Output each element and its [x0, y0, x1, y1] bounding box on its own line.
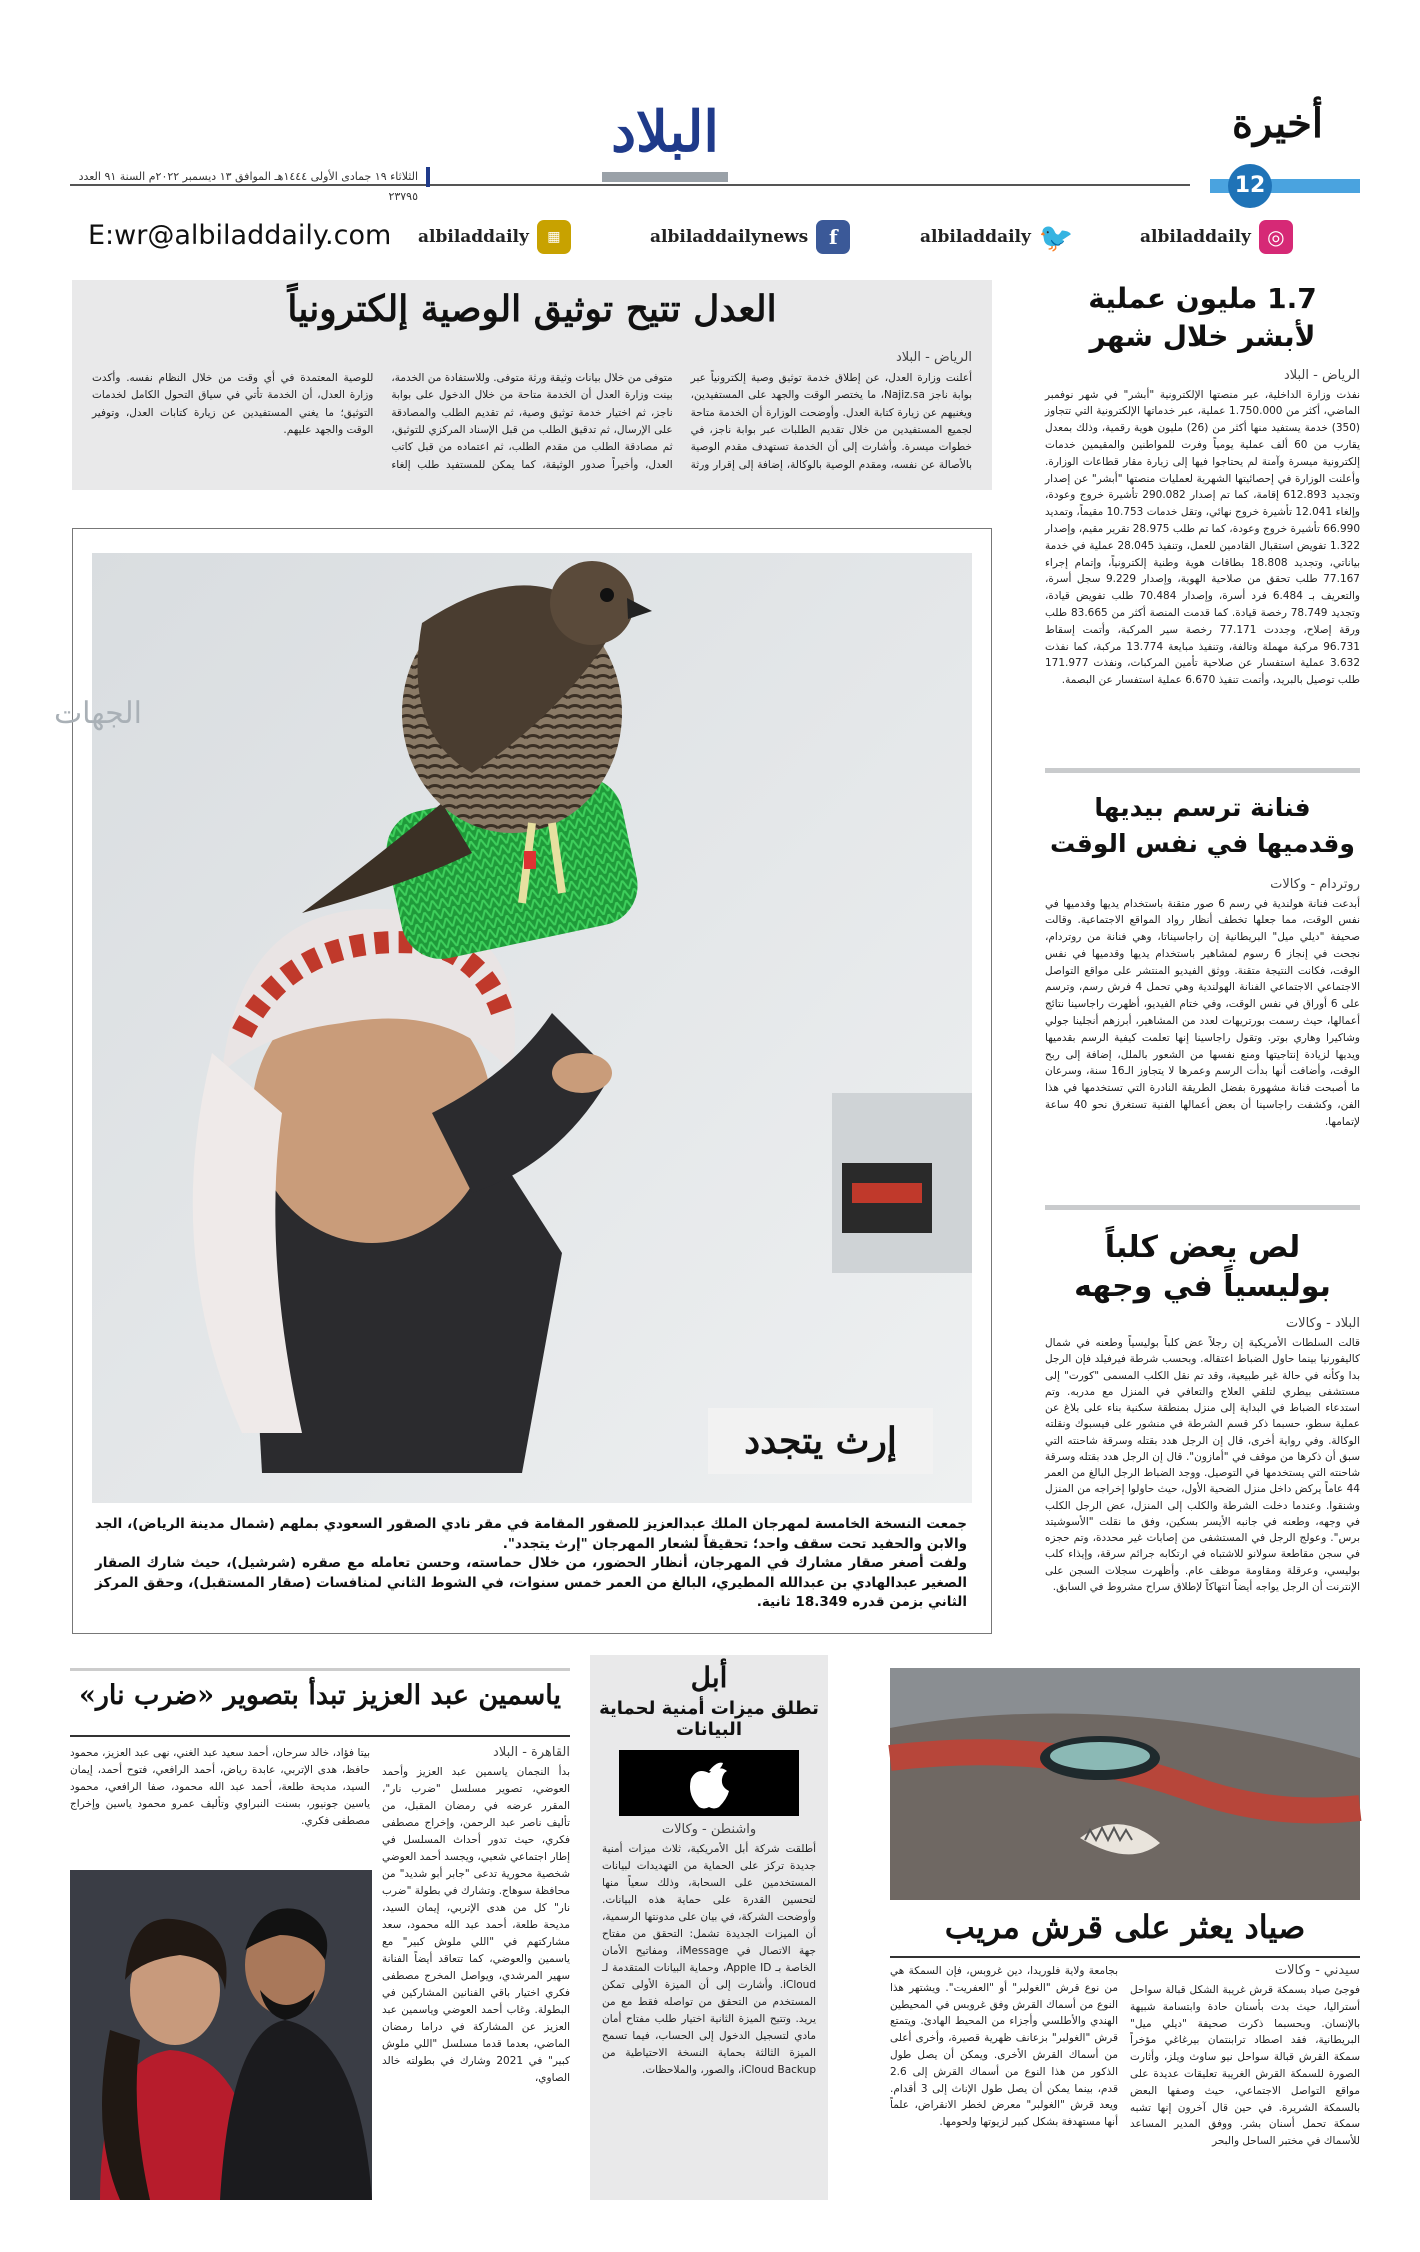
shark-body-1: فوجئ صياد بسمكة قرش غريبة الشكل قبالة سواحل أستراليا، حيث بدت بأسنان حادة وابتسامة شبيهة بالإنسان. وبحسبما ذكرت صحيفة "ديلي ميل" البريطانية، فقد اصطاد ترابنتمان بيرغاغي مؤخراً سمكة القرش قبالة سواحل نيو ساوث ويلز، وأثارت الصورة للسمكة القرش الغريبة تعليقات عديدة على مواقع التواصل الاجتماعي، حيث وصفها البعض بالسمكة الشريرة. في حين قال آخرون إنها تشبه سمكة تحمل أسنان بشر. ووفق المدير المساعد للأسماك في مختبر الساحل والبحر — [1130, 1984, 1360, 2148]
date-line: الثلاثاء ١٩ جمادى الأولى ١٤٤٤هـ الموافق ١٣ ديسمبر ٢٠٢٢م السنة ٩١ العدد ٢٣٧٩٥ — [70, 167, 430, 187]
artist-body: أبدعت فنانة هولندية في رسم 6 صور متقنة باستخدام يديها وقدميها في نفس الوقت، مما جعلها تخطف أنظار رواد المواقع الاجتماعية. وقالت صحيفة "ديلي ميل" البريطانية إن راجاسيناتا، وهي فنانة من روتردام، نجحت في إنجاز 6 رسوم لمشاهير باستخدام يديها وقدميها في نفس الوقت، فكانت النتيجة متقنة. ووثق الفيديو المنتشر على مواقع التواصل الاجتماعي الاجتماعي الفنانة الهولندية وهي تحمل 4 فرش رسم، وترسم على 6 أوراق في نفس الوقت، وفي ختام الفيديو، أظهرت راجاسينا نتائج أعمالها، حيث رسمت بورتريهات لعدد من المشاهير، أبرزهم أنجلينا جولي وشاكيرا وهاري بوتر. وتقول راجاسينا إنها تعلمت كيفية الرسم بقدميها ويديها لزيادة إنتاجيتها ومنع نفسها من الشعور بالملل، إضافة إلى ربح الوقت، وأضافت أنها بدأت الرسم وعمرها لا يتجاوز الـ16 سنة، وسرعان ما أصبحت فنانة مشهورة بفضل الطريقة النادرة التي تستخدمها في هذا الفن، وكشفت راجاسينا أن بعض أعمالها الفنية تستغرق نحو 40 ساعة لإتمامها. — [1045, 897, 1361, 1128]
yasmin-body-1: بدأ النجمان ياسمين عبد العزيز وأحمد العوضي، تصوير مسلسل "ضرب نار"، المقرر عرضه في رمضان المقبل، من تأليف ناصر عبد الرحمن، وإخراج مصطفى فكري، حيث تدور أحداث المسلسل في إطار اجتماعي شعبي، ويجسد أحمد العوضي شخصية محورية تدعى "جابر أبو شديد" من محافظة سوهاج. وتشارك في بطولة "ضرب نار" كل من هدى الإتربي، إيمان السيد، مديحة طلعة، أحمد عبد الله محمود، سعد مشاركتهم في "اللي ملوش كبير" مع ياسمين والعوضي، كما تتعاقد أيضاً الفنانة سهير المرشدي، ويواصل المخرج مصطفى فكري اختيار باقي الفنانين المشاركين في البطولة. وغاب أحمد العوضي وياسمين عبد العزيز عن المشاركة في دراما رمضان الماضي، بعدما قدما مسلسل "اللي ملوش كبير" في 2021 وشارك في بطولته خالد الصاوي، — [382, 1766, 570, 2084]
thief-title-1: لص يعض كلباً — [1104, 1230, 1301, 1265]
yasmin-photo — [70, 1870, 372, 2200]
falcon-caption-2: ولفت أصغر صقار مشارك في المهرجان، أنظار الحضور، من خلال حماسته، وحسن تعامله مع صقره (شرشيل)، حيث شارك الصقار الصغير عبدالهادي بن عبدالله المطيري، البالغ من العمر خمس سنوات، في الشوط الثاني لمنافسات (صقار المستقبل)، وحقق المركز الثاني بزمن قدره 18.349 ثانية. — [95, 1555, 967, 1611]
justice-byline: الرياض - البلاد — [895, 350, 972, 365]
apple-byline: واشنطن - وكالات — [661, 1822, 757, 1837]
justice-body: أعلنت وزارة العدل، عن إطلاق خدمة توثيق وصية إلكترونياً عبر بوابة ناجز Najiz.sa، ما يختصر الوقت والجهد على المستفيدين، ويغنيهم عن زيارة كتابة العدل. وأوضحت الوزارة أن الخدمة متاحة لجميع المستفيدين من خلال تقديم الطلبات عبر بوابة ناجز، في خطوات ميسرة. وأشارت إلى أن الخدمة تستهدف مقدم الوصية بالأصالة عن نفسه، ومقدم الوصية بالوكالة، إضافة إلى إقرار ورثة متوفى من خلال بيانات وثيقة ورثة متوفى. وللاستفادة من الخدمة، بينت وزارة العدل أن الخدمة متاحة من خلال الدخول على بوابة ناجز، ثم اختيار خدمة توثيق وصية، ثم تقديم الطلب والمصادقة على الإرسال، ثم تدقيق الطلب من قبل الإسناد المركزي للتوثيق، ثم مصادقة الطلب من مقدم الطلب، ثم اعتماده من قبل كاتب العدل، وأخيراً صدور الوثيقة، كما يمكن للمستفيد طلب إلغاء للوصية المعتمدة في أي وقت من خلال النظام نفسه. وأكدت وزارة العدل، أن الخدمة تأتي في سياق التحول الكامل لخدمات التوثيق؛ ما يغني المستفيدين عن زيارة كتابات العدل، وتوفير الوقت والجهد عليهم. — [92, 372, 972, 471]
article-thief — [1045, 1228, 1360, 1595]
shark-col-2 — [890, 1963, 1118, 2131]
shark-photo — [890, 1668, 1360, 1900]
instagram-handle: albiladdaily — [1140, 227, 1251, 247]
logo-text: البلاد — [611, 99, 719, 165]
falcon-photo — [53, 553, 972, 1503]
yasmin-body-2: بيتا فؤاد، خالد سرحان، أحمد سعيد عبد الغني، نهى عبد العزيز، محمود حافظ، هدى الإتربي، عابدة رياض، أحمد الرافعي، فتوح أحمد، إيمان السيد، مديحة طلعة، أحمد عبد الله محمود، صفا الرافعي، محمود ياسين جونيور، بسنت النبراوي وتأليف عمرو محمود ياسين وإخراج مصطفى فكري. — [70, 1747, 370, 1827]
absher-title-2: لأبشر خلال شهر — [1089, 319, 1316, 353]
artist-title-1: فنانة ترسم بيديها — [1094, 793, 1311, 822]
apple-title-1: أبل — [690, 1661, 728, 1694]
article-absher — [1045, 280, 1360, 689]
social-facebook[interactable] — [650, 218, 850, 256]
shark-col-1 — [1130, 1963, 1360, 2150]
yasmin-col-1 — [382, 1745, 570, 2087]
falcon-caption — [95, 1515, 967, 1613]
artist-byline: روتردام - وكالات — [1270, 876, 1360, 892]
shark-title-rule — [890, 1956, 1360, 1958]
shark-photo-illustration — [890, 1668, 1360, 1900]
article-apple — [590, 1655, 828, 2200]
facebook-icon: f — [816, 220, 850, 254]
twitter-icon: 🐦 — [1038, 220, 1074, 254]
yasmin-byline: القاهرة - البلاد — [493, 1745, 570, 1760]
emblem-handle: albiladdaily — [418, 227, 529, 247]
artist-title-2: وقدميها في نفس الوقت — [1050, 829, 1355, 859]
justice-title: العدل تتيح توثيق الوصية إلكترونياً — [287, 288, 777, 330]
social-emblem[interactable] — [418, 218, 571, 256]
section-title: أخيرة — [1232, 100, 1323, 147]
photo-label: إرث يتجدد — [708, 1408, 933, 1474]
yasmin-title: ياسمين عبد العزيز تبدأ بتصوير «ضرب نار» — [78, 1680, 562, 1711]
apple-logo — [619, 1750, 799, 1816]
absher-body: نفذت وزارة الداخلية، عبر منصتها الإلكترونية "أبشر" في شهر نوفمبر الماضي، أكثر من 1.750.000 عملية، عبر خدماتها الإلكترونية التي تتجاوز (350) خدمة يستفيد منها أكثر من (26) مليون هوية رقمية، وذلك بمعدل يقارب من 60 ألف عملية يومياً وفرت للمواطنين والمقيمين خدمات إلكترونية ميسرة وآمنة لم يحتاجوا فيها إلى زيارة مقار قطاعات الوزارة. وأعلنت الوزارة في إحصائيتها الشهرية لعمليات منصتها "أبشر" عن إصدار وتجديد 612.893 إقامة، كما تم إصدار 290.082 تأشيرة خروج وعودة، وإلغاء 12.041 تأشيرة خروج نهائي، وتقل خدمات 10.753 مقيماً، وتمديد 66.990 تأشيرة خروج وعودة، كما تم طلب 28.975 تقرير مقيم، وإصدار 1.322 تفويض استقبال القادمين للعمل، وتنفيذ 28.045 عملية في خدمة بياناتي، وتجديد 18.808 بطاقات هوية وطنية إلكترونياً، وإتمام إجراء 77.167 طلب تحقق من صلاحية الهوية، وإصدار 9.229 سجل أسرة، والتعريف بـ 6.484 فرد أسرة، وإصدار 70.484 طلب تفويض قيادة، وتجديد 78.749 رخصة قيادة. كما قدمت المنصة أكثر من 83.665 طلب ورقة إصلاح، وجددت 77.171 رخصة سير المركبة، وأتمت إسقاط 96.731 مركبة مهملة وتالفة، وتنفيذ مبايعة 13.774 مركبة، كما نفذت 3.632 عملية استفسار عن صلاحية تأمين المركبات، ونفذت 171.977 طلب توصيل بالبريد، وأتمت تنفيذ 6.670 عملية استفسار عن البصمة. — [1045, 388, 1361, 687]
photo-watermark: الجهات — [53, 697, 142, 730]
apple-title-2: تطلق ميزات أمنية لحماية البيانات — [599, 1698, 819, 1740]
falcon-caption-1: جمعت النسخة الخامسة لمهرجان الملك عبدالعزيز للصقور المقامة في مقر نادي الصقور السعودي بملهم (شمال مدينة الرياض)، الجد والابن والحفيد تحت سقف واحد؛ تحقيقاً لشعار المهرجان "إرث يتجدد". — [95, 1516, 967, 1552]
divider-1 — [1045, 768, 1360, 773]
page-number: 12 — [1228, 164, 1272, 208]
emblem-icon: ▦ — [537, 220, 571, 254]
shark-body-2: بجامعة ولاية فلوريدا، دين غروبس، فإن السمكة هي من نوع قرش "الغولبر" أو "العفريت". ويشتهر هذا النوع من أسماك القرش وفق غروبس في المحيطين الهندي والأطلسي وأجزاء من المحيط الهادئ. ويتمتع قرش "الغولبر" بزعانف ظهرية قصيرة، وأخرى أعلى من أسماك القرش الأخرى. ويمكن أن يصل طول الذكور من هذا النوع من أسماك القرش إلى 2.6 قدم، بينما يمكن أن يصل طول الإناث إلى 3 أقدام. ويعد قرش "الغولبر" معرض لخطر الانقراض، علماً أنها مستهدفة بشكل كبير لزيوتها ولحومها. — [890, 1965, 1118, 2129]
absher-byline: الرياض - البلاد — [1283, 367, 1360, 383]
divider-2 — [1045, 1205, 1360, 1210]
yasmin-photo-illustration — [70, 1870, 372, 2200]
thief-byline: البلاد - وكالات — [1285, 1316, 1360, 1331]
twitter-handle: albiladdaily — [920, 227, 1031, 247]
article-justice — [72, 280, 992, 490]
yasmin-top-rule — [70, 1668, 570, 1671]
thief-title-2: بوليسياً في وجهه — [1074, 1269, 1331, 1304]
yasmin-title-rule — [70, 1735, 570, 1737]
social-twitter[interactable] — [920, 218, 1073, 256]
social-instagram[interactable] — [1140, 218, 1293, 256]
shark-byline: سيدني - وكالات — [1274, 1963, 1360, 1978]
article-artist — [1045, 790, 1360, 1131]
apple-logo-icon — [687, 1757, 731, 1809]
instagram-icon: ◎ — [1259, 220, 1293, 254]
yasmin-col-2 — [70, 1745, 370, 1830]
logo-underbar — [602, 172, 728, 182]
contact-email[interactable]: E:wr@albiladdaily.com — [88, 220, 392, 251]
facebook-handle: albiladdailynews — [650, 227, 809, 247]
apple-body: أطلقت شركة أبل الأمريكية، ثلاث ميزات أمنية جديدة تركز على الحماية من التهديدات لبيانات المستخدمين على السحابة، وذلك سعياً منها لتحسين القدرة على حماية هذه البيانات. وأوضحت الشركة، في بيان على مدونتها الرسمية، أن الميزات الجديدة تشمل: التحقق من مفتاح جهة الاتصال في iMessage، ومفاتيح الأمان الخاصة بـ Apple ID، وحماية البيانات المتقدمة لـ iCloud. وأشارت إلى أن الميزة الأولى تمكن المستخدم من التحقق من تواصله فقط مع من يريد. وتتيح الميزة الثانية اختيار طلب مفتاح أمان مادي لتسجيل الدخول إلى الحساب، فيما تسمح الميزة الثالثة بحماية النسخة الاحتياطية من iCloud Backup، والصور، والملاحظات. — [602, 1843, 816, 2076]
absher-title-1: 1.7 مليون عملية — [1088, 282, 1317, 315]
masthead-logo — [600, 92, 730, 184]
falcon-photo-illustration — [53, 553, 972, 1503]
shark-title: صياد يعثر على قرش مريب — [944, 1908, 1306, 1946]
thief-body: قالت السلطات الأمريكية إن رجلاً عض كلباً بوليسياً وطعنه في شمال كاليفورنيا بينما حاول الضباط اعتقاله. وبحسب شرطة فيرفيلد فإن الرجل بدا وكأنه في حالة غير طبيعية، وقد تم نقل الكلب المسمى "كورت" إلى مستشفى بيطري لتلقي العلاج والتعافي في المنزل مع مدربه. وتم استدعاء الضباط في البداية إلى منزل بمنطقة سكنية بناء على بلاغ عن عملية سطو، حسبما ذكر قسم الشرطة في منشور على فيسبوك ونقلته الوكالة. وفي رواية أخرى، قال إن الرجل هدد بقتله وسرقة شاحنته التي سبق أن ذكرها من موقف في "أمازون". قال إن الرجل هدد بقتله وسرقة شاحنته التي يستخدمها في التوصيل. ووجد الضباط الرجل البالغ من العمر 44 عاماً يركض داخل منزل الضحية الأول، حيث حاولوا إخراجه من المنزل وشنقوا. وعندما دخلت الشرطة والكلب إلى المنزل، عض الرجل الكلب في وجهه، وطعنه في جانبه الأيسر بسكين، وفق ما نقلت "الأسوشيتد برس". وعولج الرجل في المستشفى من إصابات غير محددة، وتم حجزه في سجن مقاطعة سولانو للاشتباه في ارتكابه جرائم سرقة، وإيذاء كلب بوليسي، وعرقلة ومقاومة موظف عام. وأظهرت سجلات السجن على الإنترنت أن الرجل يواجه أيضاً انتهاكاً لإطلاق سراح مشروط في السابق. — [1045, 1337, 1360, 1593]
